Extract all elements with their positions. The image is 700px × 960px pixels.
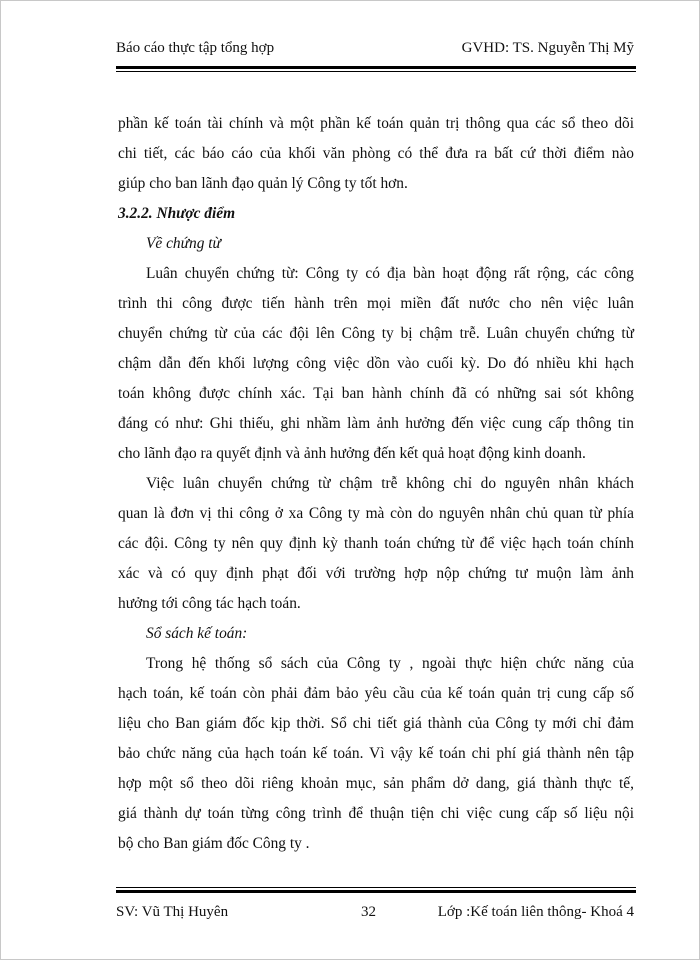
body-line: quan là đơn vị thi công ở xa Công ty mà còn do nguyên nhân chủ quan từ phía xyxy=(118,505,634,522)
header-report-title: Báo cáo thực tập tổng hợp xyxy=(116,40,275,56)
page-header xyxy=(116,40,634,62)
body-line: bảo chức năng của hạch toán kế toán. Vì vậy kế toán chi phí giá thành nên tập xyxy=(118,745,634,762)
body-line: Luân chuyển chứng từ: Công ty có địa bàn hoạt động rất rộng, các công xyxy=(146,265,634,282)
body-line: Việc luân chuyển chứng từ chậm trễ không chỉ do nguyên nhân khách xyxy=(146,475,634,492)
body-line: chuyển chứng từ của các đội lên Công ty bị chậm trễ. Luân chuyển chứng từ xyxy=(118,325,634,342)
body-line: giá thành dự toán từng công trình để thuận tiện chi việc cung cấp số liệu nội xyxy=(118,805,634,822)
body-line: đáng có như: Ghi thiếu, ghi nhầm làm ảnh hưởng đến việc cung cấp thông tin xyxy=(118,415,634,432)
footer-student: SV: Vũ Thị Huyên xyxy=(116,904,229,920)
footer-class: Lớp :Kế toán liên thông- Khoá 4 xyxy=(437,904,634,920)
page-body xyxy=(118,109,634,859)
body-line: các đội. Công ty nên quy định kỳ thanh toán chứng từ để việc hạch toán chính xyxy=(118,535,634,552)
body-line: trình thi công được tiến hành trên mọi miền đất nước cho nên việc luân xyxy=(118,295,634,312)
body-line: cho lãnh đạo ra quyết định và ảnh hưởng đến kết quả hoạt động kinh doanh. xyxy=(118,445,586,462)
subheading-ledgers: Sổ sách kế toán: xyxy=(146,625,248,642)
body-line: hợp một sổ theo dõi riêng khoản mục, sản phẩm dở dang, giá thành thực tế, xyxy=(118,775,634,792)
body-line: bộ cho Ban giám đốc Công ty . xyxy=(118,835,310,852)
header-rule xyxy=(116,66,636,72)
section-heading: 3.2.2. Nhược điểm xyxy=(118,205,236,222)
footer-rule xyxy=(116,887,636,893)
body-line: chi tiết, các báo cáo của khối văn phòng có thể đưa ra bất cứ thời điểm nào xyxy=(118,145,634,162)
page-number: 32 xyxy=(361,904,376,920)
page-footer xyxy=(116,904,634,926)
body-line: liệu cho Ban giám đốc kịp thời. Sổ chi tiết giá thành của Công ty mới chỉ đảm xyxy=(118,715,634,732)
body-line: toán không được chính xác. Tại ban hành chính đã có những sai sót không xyxy=(118,385,634,402)
header-supervisor: GVHD: TS. Nguyễn Thị Mỹ xyxy=(461,40,634,56)
body-line: xác và có quy định phạt đối với trường hợp nộp chứng tư muộn làm ảnh xyxy=(118,565,634,582)
body-line: chậm dẫn đến khối lượng công việc dồn vào cuối kỳ. Do đó nhiều khi hạch xyxy=(118,355,634,372)
body-line: Trong hệ thống sổ sách của Công ty , ngoài thực hiện chức năng của xyxy=(146,655,634,672)
body-line: phần kế toán tài chính và một phần kế toán quản trị thông qua các sổ theo dõi xyxy=(118,115,634,132)
body-line: giúp cho ban lãnh đạo quản lý Công ty tốt hơn. xyxy=(118,175,408,192)
body-line: hưởng tới công tác hạch toán. xyxy=(118,595,301,612)
subheading-documents: Về chứng từ xyxy=(146,235,221,252)
body-line: hạch toán, kế toán còn phải đảm bảo yêu cầu của kế toán quản trị cung cấp số xyxy=(118,685,634,702)
